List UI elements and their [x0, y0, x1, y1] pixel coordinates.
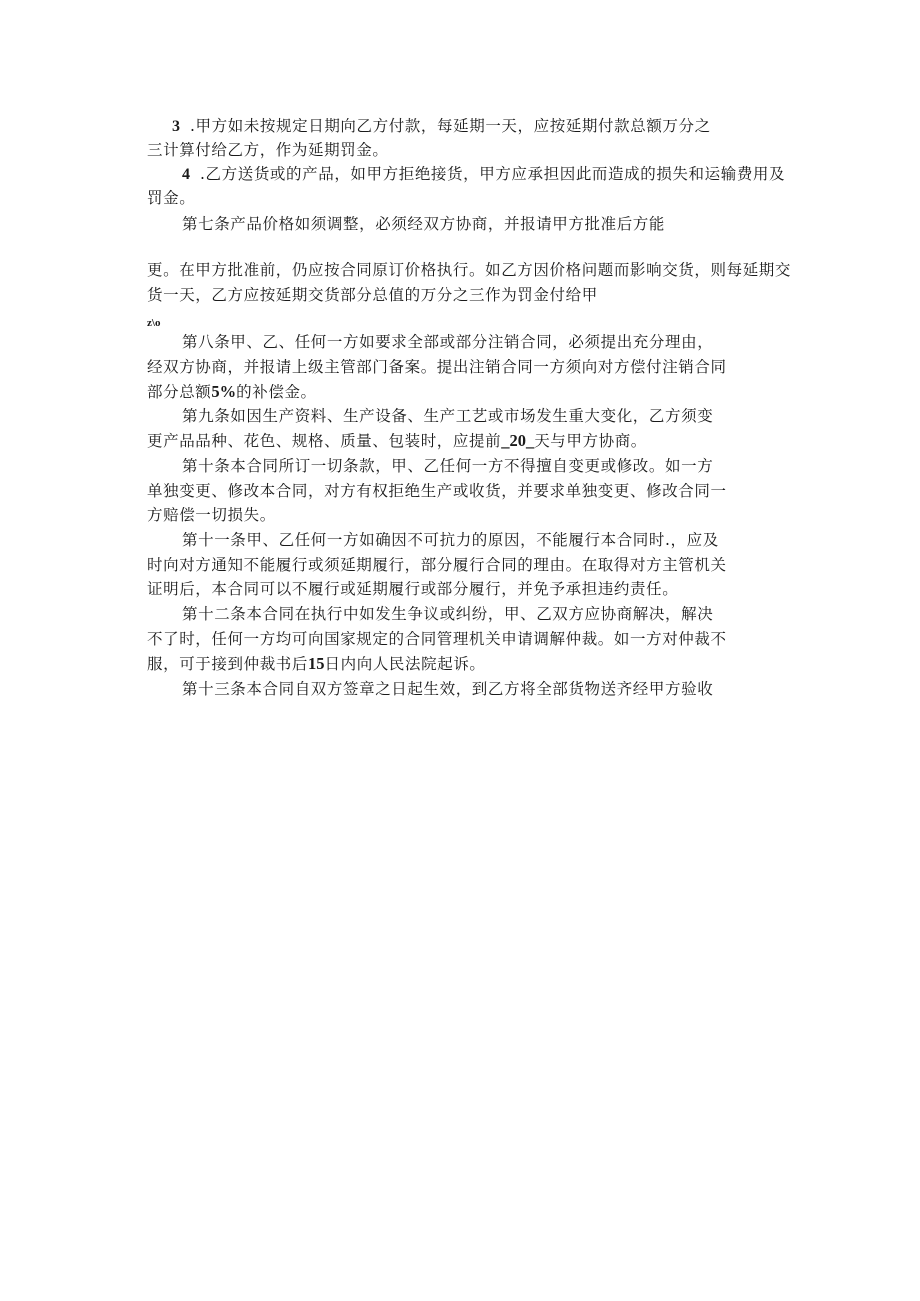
item-3-number: 3	[172, 118, 180, 135]
article-9-line-1: 第九条如因生产资料、生产设备、生产工艺或市场发生重大变化，乙方须变	[182, 407, 714, 425]
item-4-number: 4	[182, 166, 190, 183]
article-11-line-2: 时向对方通知不能履行或须延期履行，部分履行合同的理由。在取得对方主管机关	[147, 556, 727, 574]
article-11-line-3: 证明后，本合同可以不履行或延期履行或部分履行，并免予承担违约责任。	[147, 580, 679, 598]
article-8-line-2: 经双方协商，并报请上级主管部门备案。提出注销合同一方须向对方偿付注销合同	[147, 358, 727, 376]
article-9-line-2: 更产品品种、花色、规格、质量、包装时，应提前_20_天与甲方协商。	[147, 431, 647, 450]
article-12-line-3: 服，可于接到仲裁书后15日内向人民法院起诉。	[147, 654, 486, 673]
article-11-line-1: 第十一条甲、乙任何一方如确因不可抗力的原因，不能履行本合同时.，应及	[182, 531, 719, 549]
item-3-line-2: 三计算付给乙方，作为延期罚金。	[147, 141, 389, 159]
article-7-line-2: 更。在甲方批准前，仍应按合同原订价格执行。如乙方因价格问题而影响交货，则每延期交	[147, 261, 792, 279]
article-12-line-1: 第十二条本合同在执行中如发生争议或纠纷，甲、乙双方应协商解决，解决	[182, 605, 714, 623]
article-10-line-2: 单独变更、修改本合同，对方有权拒绝生产或收货，并要求单独变更、修改合同一	[147, 482, 727, 500]
article-8-line-3: 部分总额5%的补偿金。	[147, 382, 317, 401]
article-12-line-2: 不了时，任何一方均可向国家规定的合同管理机关申请调解仲裁。如一方对仲裁不	[147, 630, 727, 648]
article-7-line-4: z\o	[147, 317, 161, 329]
item-4-line-1: 4 .乙方送货或的产品，如甲方拒绝接货，甲方应承担因此而造成的损失和运输费用及	[182, 165, 786, 183]
article-10-line-3: 方赔偿一切损失。	[147, 506, 276, 524]
article-7-line-1: 第七条产品价格如须调整，必须经双方协商，并报请甲方批准后方能	[182, 215, 666, 233]
article-13-line-1: 第十三条本合同自双方签章之日起生效，到乙方将全部货物送齐经甲方验收	[182, 680, 714, 698]
article-7-line-3: 货一天，乙方应按延期交货部分总值的万分之三作为罚金付给甲	[147, 286, 598, 304]
article-8-line-1: 第八条甲、乙、任何一方如要求全部或部分注销合同，必须提出充分理由，	[182, 333, 714, 351]
item-3-line-1: 3 .甲方如未按规定日期向乙方付款，每延期一天，应按延期付款总额万分之	[172, 117, 711, 135]
item-4-line-2: 罚金。	[147, 189, 196, 207]
article-10-line-1: 第十条本合同所订一切条款，甲、乙任何一方不得擅自变更或修改。如一方	[182, 457, 714, 475]
